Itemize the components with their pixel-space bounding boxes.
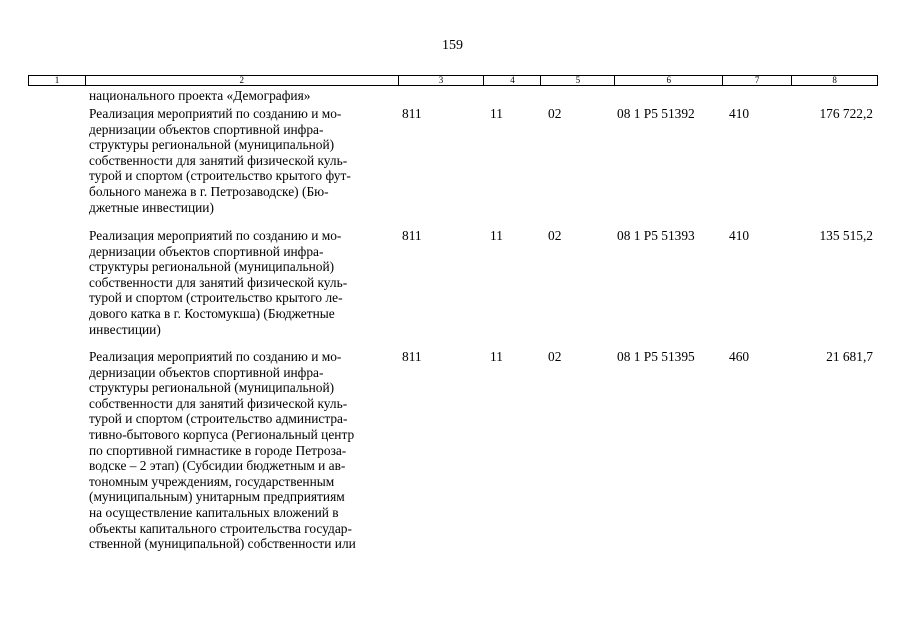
description-line: больного манежа в г. Петрозаводске) (Бю- (89, 183, 329, 199)
amount-cell: 21 681,7 (826, 349, 873, 364)
description-line: водске – 2 этап) (Субсидии бюджетным и ав- (89, 458, 346, 474)
description-line: структуры региональной (муниципальной) (89, 259, 335, 275)
column-number-header (28, 75, 878, 86)
description-line: инвестиции) (89, 321, 161, 337)
description-line: тивно-бытового корпуса (Региональный центр (89, 426, 355, 442)
description-line: тономным учреждениям, государственным (89, 473, 335, 489)
amount-cell: 176 722,2 (819, 106, 873, 121)
description-line: на осуществление капитальных вложений в (89, 504, 339, 520)
section-continuation-text: национального проекта «Демография» (89, 88, 311, 103)
ministry-code-cell: 811 (402, 106, 422, 121)
column-number-6: 6 (615, 76, 723, 85)
target-article-cell: 08 1 P5 51392 (617, 106, 695, 121)
expense-type-cell: 460 (729, 349, 750, 364)
subsection-code-cell: 02 (548, 228, 562, 243)
section-code-cell: 11 (490, 349, 503, 364)
column-number-1: 1 (29, 76, 86, 85)
description-line: джетные инвестиции) (89, 199, 214, 215)
description-line: Реализация мероприятий по созданию и мо- (89, 228, 342, 243)
description-line: дернизации объектов спортивной инфра- (89, 243, 324, 259)
section-code-cell: 11 (490, 106, 503, 121)
column-number-8: 8 (792, 76, 878, 85)
page-number: 159 (442, 38, 463, 53)
column-number-2: 2 (86, 76, 399, 85)
description-line: дернизации объектов спортивной инфра- (89, 121, 324, 137)
description-line: собственности для занятий физической куль- (89, 152, 348, 168)
expense-type-cell: 410 (729, 228, 750, 243)
description-line: турой и спортом (строительство администра- (89, 411, 348, 427)
description-line: структуры региональной (муниципальной) (89, 380, 335, 396)
expense-type-cell: 410 (729, 106, 750, 121)
description-line: объекты капитального строительства государ- (89, 520, 352, 536)
description-line: турой и спортом (строительство крытого фут- (89, 168, 351, 184)
description-line: структуры региональной (муниципальной) (89, 137, 335, 153)
row-description (89, 228, 399, 337)
section-code-cell: 11 (490, 228, 503, 243)
description-line: Реализация мероприятий по созданию и мо- (89, 349, 342, 364)
description-line: по спортивной гимнастике в городе Петроза- (89, 442, 347, 458)
column-number-3: 3 (399, 76, 485, 85)
description-line: турой и спортом (строительство крытого ле- (89, 290, 343, 306)
description-line: собственности для занятий физической куль- (89, 395, 348, 411)
row-description (89, 106, 399, 215)
target-article-cell: 08 1 P5 51395 (617, 349, 695, 364)
subsection-code-cell: 02 (548, 349, 562, 364)
subsection-code-cell: 02 (548, 106, 562, 121)
ministry-code-cell: 811 (402, 228, 422, 243)
description-line: собственности для занятий физической куль- (89, 274, 348, 290)
ministry-code-cell: 811 (402, 349, 422, 364)
column-number-7: 7 (723, 76, 792, 85)
row-description (89, 349, 399, 552)
description-line: (муниципальным) унитарным предприятиям (89, 489, 345, 505)
description-line: дового катка в г. Костомукша) (Бюджетные (89, 305, 335, 321)
description-line: дернизации объектов спортивной инфра- (89, 364, 324, 380)
description-line: Реализация мероприятий по созданию и мо- (89, 106, 342, 121)
description-line: ственной (муниципальной) собственности или (89, 536, 356, 552)
amount-cell: 135 515,2 (819, 228, 873, 243)
target-article-cell: 08 1 P5 51393 (617, 228, 695, 243)
column-number-4: 4 (484, 76, 541, 85)
column-number-5: 5 (541, 76, 615, 85)
